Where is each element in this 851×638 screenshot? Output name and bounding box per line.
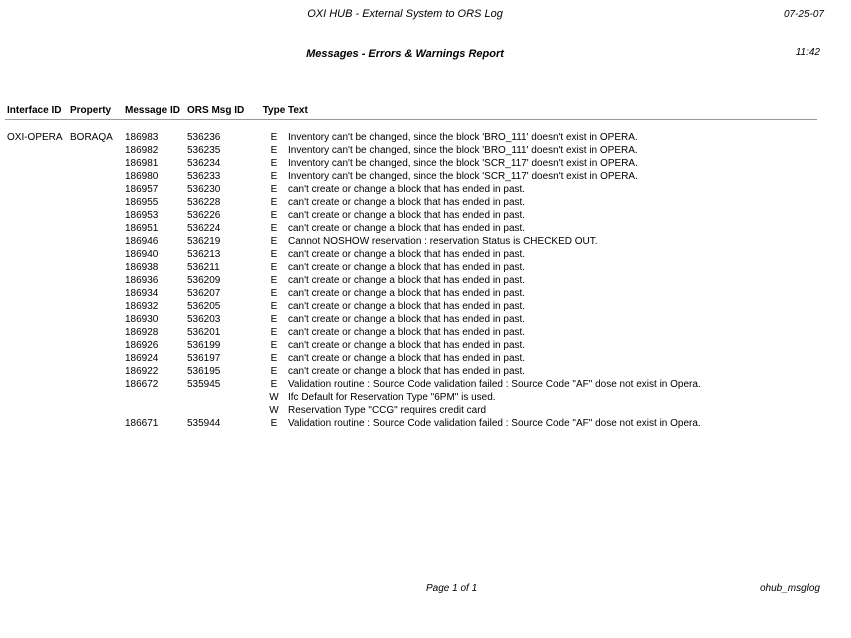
log-table-body [5,120,817,431]
type-cell: E [270,132,278,143]
table-row [5,235,817,248]
interface-id-cell [5,391,68,404]
property-cell [68,300,123,313]
property-cell [68,157,123,170]
report-id: ohub_msglog [759,583,820,594]
type-cell: E [270,314,278,325]
type-cell: W [269,392,279,403]
property-cell [68,196,123,209]
type-cell: E [270,275,278,286]
property-cell [68,313,123,326]
text-cell: Inventory can't be changed, since the block 'BRO_111' doesn't exist in OPERA. [288,132,638,143]
ors-msg-id-cell [185,391,262,404]
property-cell [68,391,123,404]
report-date: 07-25-07 [783,9,824,20]
type-cell: E [270,353,278,364]
text-cell: Reservation Type "CCG" requires credit card [288,405,487,416]
table-row [5,222,817,235]
table-row [5,196,817,209]
type-cell: E [270,288,278,299]
report-time: 11:42 [795,47,820,58]
type-cell: E [270,327,278,338]
table-row [5,274,817,287]
interface-id-cell [5,235,68,248]
column-header-message-id: Message ID [123,105,185,120]
ors-msg-id-cell: 535944 [187,418,221,429]
log-table [5,105,817,430]
message-id-cell: 186926 [125,340,159,351]
table-row [5,300,817,313]
table-row [5,144,817,157]
message-id-cell: 186922 [125,366,159,377]
ors-msg-id-cell: 536226 [187,210,221,221]
table-row [5,365,817,378]
table-row [5,209,817,222]
ors-msg-id-cell: 536205 [187,301,221,312]
type-cell: E [270,223,278,234]
interface-id-cell [5,144,68,157]
property-cell [68,352,123,365]
table-row [5,287,817,300]
type-cell: E [270,158,278,169]
ors-msg-id-cell: 536219 [187,236,221,247]
table-row [5,313,817,326]
log-table-header [5,105,817,120]
ors-msg-id-cell: 536213 [187,249,221,260]
type-cell: E [270,145,278,156]
ors-msg-id-cell: 536209 [187,275,221,286]
ors-msg-id-cell: 536197 [187,353,221,364]
interface-id-cell [5,300,68,313]
ors-msg-id-cell: 536199 [187,340,221,351]
table-row [5,157,817,170]
property-cell [68,170,123,183]
header-row [5,105,817,120]
property-cell [68,209,123,222]
text-cell: can't create or change a block that has ended in past. [288,314,526,325]
type-cell: E [270,262,278,273]
text-cell: can't create or change a block that has ended in past. [288,288,526,299]
table-row [5,378,817,391]
interface-id-cell [5,404,68,417]
interface-id-cell [5,170,68,183]
interface-id-cell [5,183,68,196]
text-cell: can't create or change a block that has ended in past. [288,366,526,377]
type-cell: E [270,301,278,312]
table-row [5,248,817,261]
table-row [5,339,817,352]
ors-msg-id-cell: 536228 [187,197,221,208]
interface-id-cell [5,365,68,378]
message-id-cell: 186940 [125,249,159,260]
text-cell: can't create or change a block that has ended in past. [288,340,526,351]
interface-id-cell [5,352,68,365]
property-cell [68,404,123,417]
text-cell: can't create or change a block that has ended in past. [288,275,526,286]
property-cell [68,222,123,235]
table-row [5,417,817,430]
text-cell: can't create or change a block that has ended in past. [288,353,526,364]
property-cell [68,183,123,196]
interface-id-cell [5,248,68,261]
property-cell [68,326,123,339]
property-cell [68,378,123,391]
ors-msg-id-cell: 536234 [187,158,221,169]
message-id-cell: 186672 [125,379,159,390]
interface-id-cell [5,287,68,300]
type-cell: E [270,249,278,260]
type-cell: E [270,236,278,247]
message-id-cell: 186928 [125,327,159,338]
interface-id-cell [5,339,68,352]
type-cell: E [270,379,278,390]
property-cell [68,261,123,274]
column-header-text: Text [286,105,817,120]
type-cell: W [269,405,279,416]
message-id-cell: 186924 [125,353,159,364]
message-id-cell: 186936 [125,275,159,286]
message-id-cell: 186946 [125,236,159,247]
property-cell [68,144,123,157]
ors-msg-id-cell: 536195 [187,366,221,377]
column-header-interface-id: Interface ID [5,105,68,120]
message-id-cell: 186938 [125,262,159,273]
ors-msg-id-cell: 536235 [187,145,221,156]
message-id-cell: 186671 [125,418,159,429]
message-id-cell: 186934 [125,288,159,299]
text-cell: Inventory can't be changed, since the block 'BRO_111' doesn't exist in OPERA. [288,145,638,156]
ors-msg-id-cell: 536233 [187,171,221,182]
property-cell [68,365,123,378]
property-cell [68,248,123,261]
interface-id-cell [5,417,68,430]
ors-msg-id-cell: 536230 [187,184,221,195]
type-cell: E [270,418,278,429]
table-row [5,326,817,339]
report-subtitle: Messages - Errors & Warnings Report [306,48,504,60]
type-cell: E [270,210,278,221]
property-cell [68,274,123,287]
message-id-cell: 186930 [125,314,159,325]
ors-msg-id-cell: 536236 [187,132,221,143]
message-id-cell [123,391,185,404]
message-id-cell: 186980 [125,171,159,182]
ors-msg-id-cell [185,404,262,417]
column-header-ors-msg-id: ORS Msg ID [185,105,262,120]
text-cell: can't create or change a block that has ended in past. [288,249,526,260]
message-id-cell: 186953 [125,210,159,221]
ors-msg-id-cell: 535945 [187,379,221,390]
column-header-type: Type [262,105,286,120]
ors-msg-id-cell: 536211 [187,262,220,273]
table-row [5,170,817,183]
property-cell [68,339,123,352]
interface-id-cell [5,313,68,326]
text-cell: can't create or change a block that has ended in past. [288,184,526,195]
table-row [5,261,817,274]
text-cell: can't create or change a block that has ended in past. [288,301,526,312]
property-cell [68,417,123,430]
text-cell: Validation routine : Source Code validation failed : Source Code "AF" dose not exist in Opera. [288,418,701,429]
text-cell: Inventory can't be changed, since the block 'SCR_117' doesn't exist in OPERA. [288,171,638,182]
property-cell: BORAQA [70,132,113,143]
text-cell: can't create or change a block that has ended in past. [288,327,526,338]
message-id-cell: 186982 [125,145,159,156]
interface-id-cell [5,209,68,222]
interface-id-cell: OXI-OPERA [7,132,63,143]
type-cell: E [270,171,278,182]
type-cell: E [270,366,278,377]
message-id-cell: 186957 [125,184,159,195]
interface-id-cell [5,157,68,170]
table-row [5,183,817,196]
interface-id-cell [5,378,68,391]
message-id-cell [123,404,185,417]
message-id-cell: 186955 [125,197,159,208]
table-row [5,120,817,145]
text-cell: can't create or change a block that has ended in past. [288,262,526,273]
text-cell: Ifc Default for Reservation Type "6PM" is used. [288,392,496,403]
text-cell: Cannot NOSHOW reservation : reservation Status is CHECKED OUT. [288,236,598,247]
interface-id-cell [5,326,68,339]
table-row [5,352,817,365]
ors-msg-id-cell: 536203 [187,314,221,325]
table-row [5,404,817,417]
ors-msg-id-cell: 536207 [187,288,221,299]
ors-msg-id-cell: 536201 [187,327,221,338]
interface-id-cell [5,222,68,235]
text-cell: can't create or change a block that has ended in past. [288,197,526,208]
text-cell: Validation routine : Source Code validation failed : Source Code "AF" dose not exist in Opera. [288,379,701,390]
message-id-cell: 186932 [125,301,159,312]
text-cell: can't create or change a block that has ended in past. [288,210,526,221]
message-id-cell: 186951 [125,223,159,234]
page-number: Page 1 of 1 [426,583,478,594]
text-cell: Inventory can't be changed, since the block 'SCR_117' doesn't exist in OPERA. [288,158,638,169]
text-cell: can't create or change a block that has ended in past. [288,223,526,234]
type-cell: E [270,340,278,351]
table-row [5,391,817,404]
type-cell: E [270,197,278,208]
property-cell [68,235,123,248]
message-id-cell: 186981 [125,158,159,169]
report-title: OXI HUB - External System to ORS Log [307,8,503,20]
interface-id-cell [5,196,68,209]
interface-id-cell [5,261,68,274]
ors-msg-id-cell: 536224 [187,223,221,234]
type-cell: E [270,184,278,195]
message-id-cell: 186983 [125,132,159,143]
property-cell [68,287,123,300]
column-header-property: Property [68,105,123,120]
interface-id-cell [5,274,68,287]
